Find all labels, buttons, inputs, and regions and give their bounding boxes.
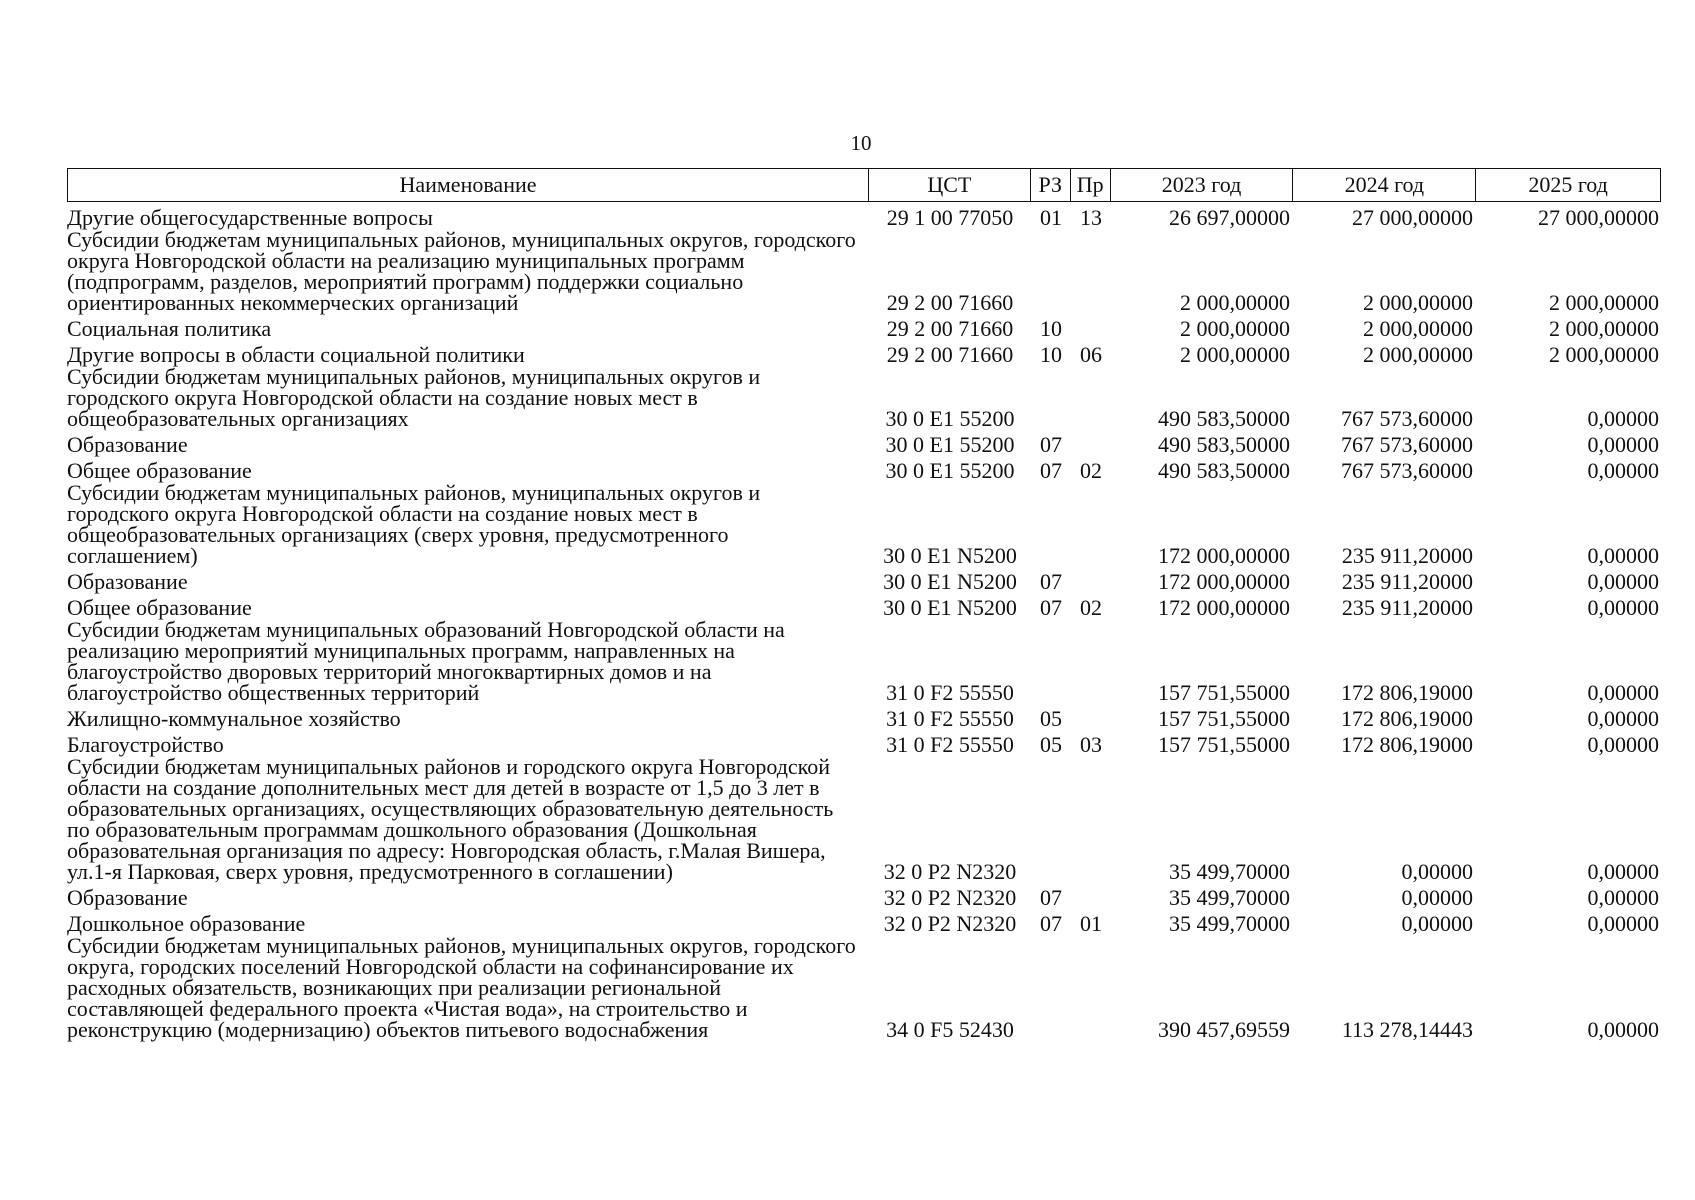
row-cst: 30 0 E1 N5200 — [883, 543, 1017, 568]
row-value-2025: 0,00000 — [1587, 543, 1659, 568]
row-rz — [1031, 700, 1071, 703]
row-rz — [1031, 1037, 1071, 1040]
row-pr — [1071, 336, 1111, 339]
row-pr — [1071, 726, 1111, 729]
row-value-2024: 172 806,19000 — [1341, 680, 1473, 705]
row-rz — [1031, 563, 1071, 566]
table-row — [67, 455, 1661, 481]
row-value-2023: 2 000,00000 — [1180, 316, 1290, 341]
row-name: Другие вопросы в области социальной политики — [67, 342, 525, 367]
row-value-2025: 0,00000 — [1587, 911, 1659, 936]
row-value-2025: 2 000,00000 — [1549, 290, 1659, 315]
row-cst: 30 0 E1 55200 — [885, 432, 1015, 457]
row-value-2023: 172 000,00000 — [1158, 543, 1290, 568]
row-value-2023: 157 751,55000 — [1158, 680, 1290, 705]
row-cst: 32 0 P2 N2320 — [883, 885, 1017, 910]
table-row — [67, 313, 1661, 339]
row-pr: 02 — [1080, 458, 1102, 483]
row-value-2024: 235 911,20000 — [1341, 569, 1473, 594]
row-value-2025: 0,00000 — [1587, 885, 1659, 910]
row-value-2024: 235 911,20000 — [1341, 543, 1473, 568]
row-name: Благоустройство — [67, 732, 224, 757]
row-pr — [1071, 905, 1111, 908]
row-value-2025: 0,00000 — [1587, 680, 1659, 705]
row-value-2024: 767 573,60000 — [1341, 458, 1473, 483]
row-rz: 10 — [1040, 316, 1062, 341]
row-cst: 29 1 00 77050 — [886, 205, 1014, 230]
row-name: Субсидии бюджетам муниципальных районов, муниципальных округов, городского округа Новгородской области на реализацию муниципальных программ (подпрограмм, разделов, мероприятий программ) поддержки социально ориентированных некоммерческих организаций — [67, 227, 856, 315]
table-row — [67, 339, 1661, 365]
row-rz: 10 — [1040, 342, 1062, 367]
row-value-2024: 235 911,20000 — [1341, 595, 1473, 620]
row-value-2024: 0,00000 — [1401, 859, 1473, 884]
row-value-2024: 2 000,00000 — [1363, 342, 1473, 367]
table-row — [67, 482, 1661, 566]
table-row — [67, 703, 1661, 729]
row-cst: 29 2 00 71660 — [886, 290, 1014, 315]
row-name: Социальная политика — [67, 316, 272, 341]
row-pr — [1071, 310, 1111, 313]
row-pr — [1071, 426, 1111, 429]
row-name: Жилищно-коммунальное хозяйство — [67, 706, 401, 731]
row-value-2023: 2 000,00000 — [1180, 342, 1290, 367]
row-cst: 32 0 P2 N2320 — [883, 859, 1017, 884]
row-name: Субсидии бюджетам муниципальных образований Новгородской области на реализацию мероприятий муниципальных программ, направленных на благоустройство дворовых территорий многоквартирных домов и на благоустройство общественных территорий — [67, 617, 785, 705]
table-body — [67, 202, 1661, 1040]
row-value-2023: 2 000,00000 — [1180, 290, 1290, 315]
row-pr — [1071, 700, 1111, 703]
row-pr: 13 — [1080, 205, 1102, 230]
row-rz: 07 — [1040, 432, 1062, 457]
row-cst: 29 2 00 71660 — [886, 342, 1014, 367]
row-pr — [1071, 589, 1111, 592]
row-value-2025: 2 000,00000 — [1549, 342, 1659, 367]
row-value-2024: 2 000,00000 — [1363, 316, 1473, 341]
row-value-2025: 0,00000 — [1587, 859, 1659, 884]
row-name: Субсидии бюджетам муниципальных районов и городского округа Новгородской области на создание дополнительных мест для детей в возрасте от 1,5 до 3 лет в образовательных организациях, осуществляющих образовательную деятельность по образовательным программам дошкольного образования (Дошкольная образовательная организация по адресу: Новгородская область, г.Малая Вишера, ул.1-я Парковая, сверх уровня, предусмотренного в соглашении) — [67, 754, 834, 884]
row-pr: 02 — [1080, 595, 1102, 620]
row-value-2023: 172 000,00000 — [1158, 569, 1290, 594]
row-value-2025: 0,00000 — [1587, 432, 1659, 457]
table-row — [67, 429, 1661, 455]
row-cst: 31 0 F2 55550 — [886, 732, 1014, 757]
row-pr: 06 — [1080, 342, 1102, 367]
row-cst: 30 0 E1 55200 — [885, 458, 1015, 483]
row-rz: 07 — [1040, 595, 1062, 620]
table-row — [67, 202, 1661, 228]
row-value-2024: 0,00000 — [1401, 885, 1473, 910]
row-name: Субсидии бюджетам муниципальных районов, муниципальных округов и городского округа Новгородской области на создание новых мест в общеобразовательных организациях (сверх уровня, предусмотренного соглашением) — [67, 480, 761, 568]
header-name: Наименование — [68, 169, 869, 201]
table-row — [67, 366, 1661, 429]
table-row — [67, 908, 1661, 934]
row-rz — [1031, 310, 1071, 313]
row-value-2024: 27 000,00000 — [1352, 205, 1473, 230]
row-pr: 01 — [1080, 911, 1102, 936]
row-cst: 31 0 F2 55550 — [886, 680, 1014, 705]
row-cst: 34 0 F5 52430 — [886, 1017, 1014, 1042]
row-rz: 05 — [1040, 706, 1062, 731]
table-row — [67, 592, 1661, 618]
row-value-2025: 0,00000 — [1587, 1017, 1659, 1042]
row-value-2023: 490 583,50000 — [1158, 458, 1290, 483]
header-pr: Пр — [1071, 169, 1111, 201]
row-cst: 29 2 00 71660 — [886, 316, 1014, 341]
table-row — [67, 756, 1661, 882]
row-rz — [1031, 879, 1071, 882]
row-value-2024: 113 278,14443 — [1341, 1017, 1473, 1042]
row-value-2023: 35 499,70000 — [1169, 911, 1290, 936]
budget-table — [67, 168, 1661, 1040]
row-pr — [1071, 563, 1111, 566]
row-name: Субсидии бюджетам муниципальных районов, муниципальных округов и городского округа Новгородской области на создание новых мест в общеобразовательных организациях — [67, 364, 761, 431]
table-row — [67, 729, 1661, 755]
header-cst: ЦСТ — [869, 169, 1031, 201]
row-rz: 05 — [1040, 732, 1062, 757]
table-row — [67, 566, 1661, 592]
row-value-2025: 27 000,00000 — [1538, 205, 1659, 230]
table-row — [67, 229, 1661, 313]
row-cst: 31 0 F2 55550 — [886, 706, 1014, 731]
row-cst: 30 0 E1 N5200 — [883, 595, 1017, 620]
row-rz: 01 — [1040, 205, 1062, 230]
row-rz: 07 — [1040, 885, 1062, 910]
row-name: Общее образование — [67, 595, 252, 620]
row-name: Другие общегосударственные вопросы — [67, 205, 433, 230]
row-value-2024: 172 806,19000 — [1341, 732, 1473, 757]
row-value-2023: 157 751,55000 — [1158, 706, 1290, 731]
row-value-2025: 0,00000 — [1587, 732, 1659, 757]
table-row — [67, 619, 1661, 703]
row-name: Субсидии бюджетам муниципальных районов, муниципальных округов, городского округа, городских поселений Новгородской области на софинансирование их расходных обязательств, возникающих при реализации региональной составляющей федерального проекта «Чистая вода», на строительство и реконструкцию (модернизацию) объектов питьевого водоснабжения — [67, 933, 856, 1042]
row-value-2023: 390 457,69559 — [1158, 1017, 1290, 1042]
table-row — [67, 882, 1661, 908]
row-name: Общее образование — [67, 458, 252, 483]
row-cst: 30 0 E1 55200 — [885, 406, 1015, 431]
row-name: Образование — [67, 432, 188, 457]
row-rz: 07 — [1040, 458, 1062, 483]
row-name: Дошкольное образование — [67, 911, 306, 936]
header-2024: 2024 год — [1293, 169, 1476, 201]
row-cst: 30 0 E1 N5200 — [883, 569, 1017, 594]
row-rz — [1031, 426, 1071, 429]
row-value-2024: 172 806,19000 — [1341, 706, 1473, 731]
row-value-2025: 0,00000 — [1587, 569, 1659, 594]
row-value-2023: 35 499,70000 — [1169, 885, 1290, 910]
row-value-2025: 0,00000 — [1587, 458, 1659, 483]
table-row — [67, 935, 1661, 1040]
row-value-2023: 35 499,70000 — [1169, 859, 1290, 884]
row-rz: 07 — [1040, 569, 1062, 594]
row-value-2023: 157 751,55000 — [1158, 732, 1290, 757]
table-header — [67, 168, 1661, 202]
row-value-2025: 0,00000 — [1587, 406, 1659, 431]
row-pr: 03 — [1080, 732, 1102, 757]
row-value-2023: 172 000,00000 — [1158, 595, 1290, 620]
header-2025: 2025 год — [1528, 172, 1608, 197]
row-value-2023: 490 583,50000 — [1158, 406, 1290, 431]
row-value-2025: 0,00000 — [1587, 595, 1659, 620]
row-pr — [1071, 1037, 1111, 1040]
row-value-2024: 767 573,60000 — [1341, 432, 1473, 457]
header-2023: 2023 год — [1111, 169, 1294, 201]
row-value-2024: 0,00000 — [1401, 911, 1473, 936]
row-name: Образование — [67, 885, 188, 910]
row-pr — [1071, 879, 1111, 882]
row-value-2023: 26 697,00000 — [1169, 205, 1290, 230]
row-cst: 32 0 P2 N2320 — [883, 911, 1017, 936]
row-value-2024: 767 573,60000 — [1341, 406, 1473, 431]
row-value-2025: 2 000,00000 — [1549, 316, 1659, 341]
row-value-2024: 2 000,00000 — [1363, 290, 1473, 315]
row-rz: 07 — [1040, 911, 1062, 936]
header-rz: РЗ — [1031, 169, 1071, 201]
row-value-2023: 490 583,50000 — [1158, 432, 1290, 457]
page-number: 10 — [850, 131, 872, 155]
row-value-2025: 0,00000 — [1587, 706, 1659, 731]
row-name: Образование — [67, 569, 188, 594]
row-pr — [1071, 452, 1111, 455]
